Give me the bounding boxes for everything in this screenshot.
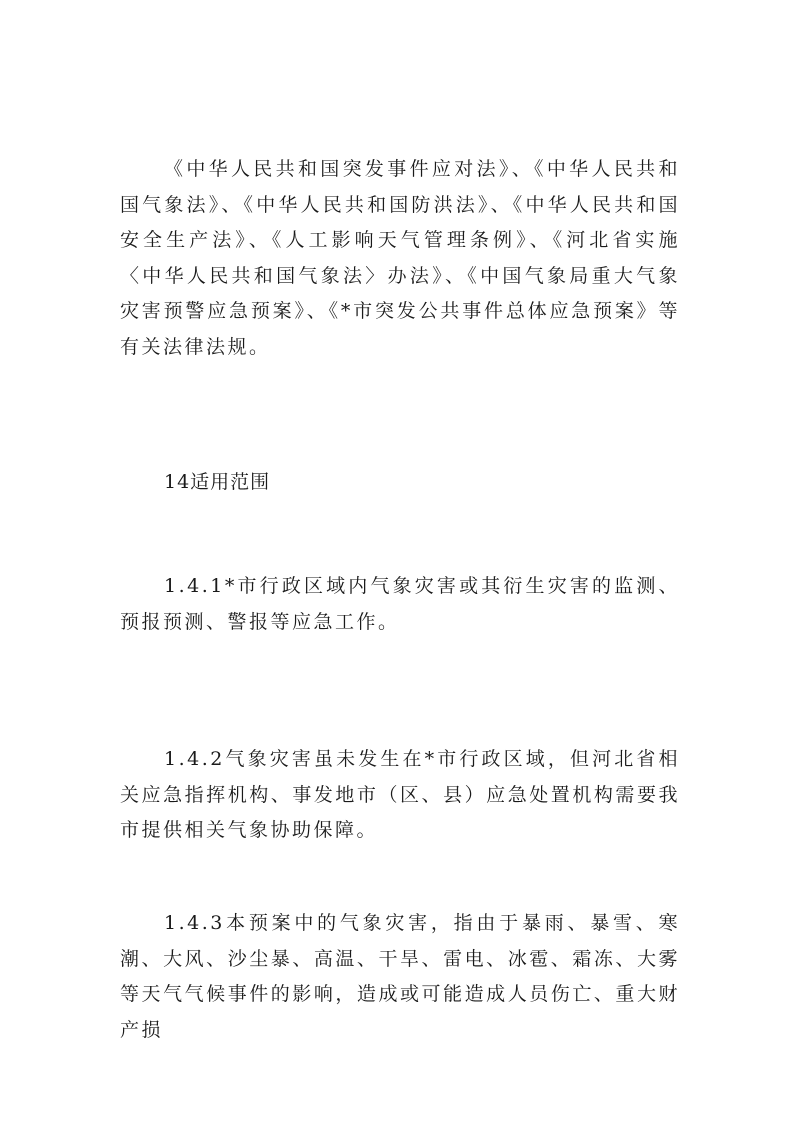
section-heading-scope: 14适用范围 (164, 471, 271, 493)
item-1-4-3-paragraph: 1.4.3本预案中的气象灾害，指由于暴雨、暴雪、寒潮、大风、沙尘暴、高温、干旱、雷电、冰雹、霜冻、大雾等天气气候事件的影响，造成或可能造成人员伤亡、重大财产损 (120, 912, 680, 1041)
item-1-4-1-paragraph: 1.4.1*市行政区域内气象灾害或其衍生灾害的监测、预报预测、警报等应急工作。 (120, 575, 680, 633)
item-1-4-2-paragraph: 1.4.2气象灾害虽未发生在*市行政区域，但河北省相关应急指挥机构、事发地市（区、县）应急处置机构需要我市提供相关气象协助保障。 (120, 748, 680, 841)
legal-basis-paragraph: 《中华人民共和国突发事件应对法》、《中华人民共和国气象法》、《中华人民共和国防洪法》、《中华人民共和国安全生产法》、《人工影响天气管理条例》、《河北省实施〈中华人民共和国气象法〉办法》、《中国气象局重大气象灾害预警应急预案》、《*市突发公共事件总体应急预案》等有关法律法规。 (120, 158, 680, 358)
